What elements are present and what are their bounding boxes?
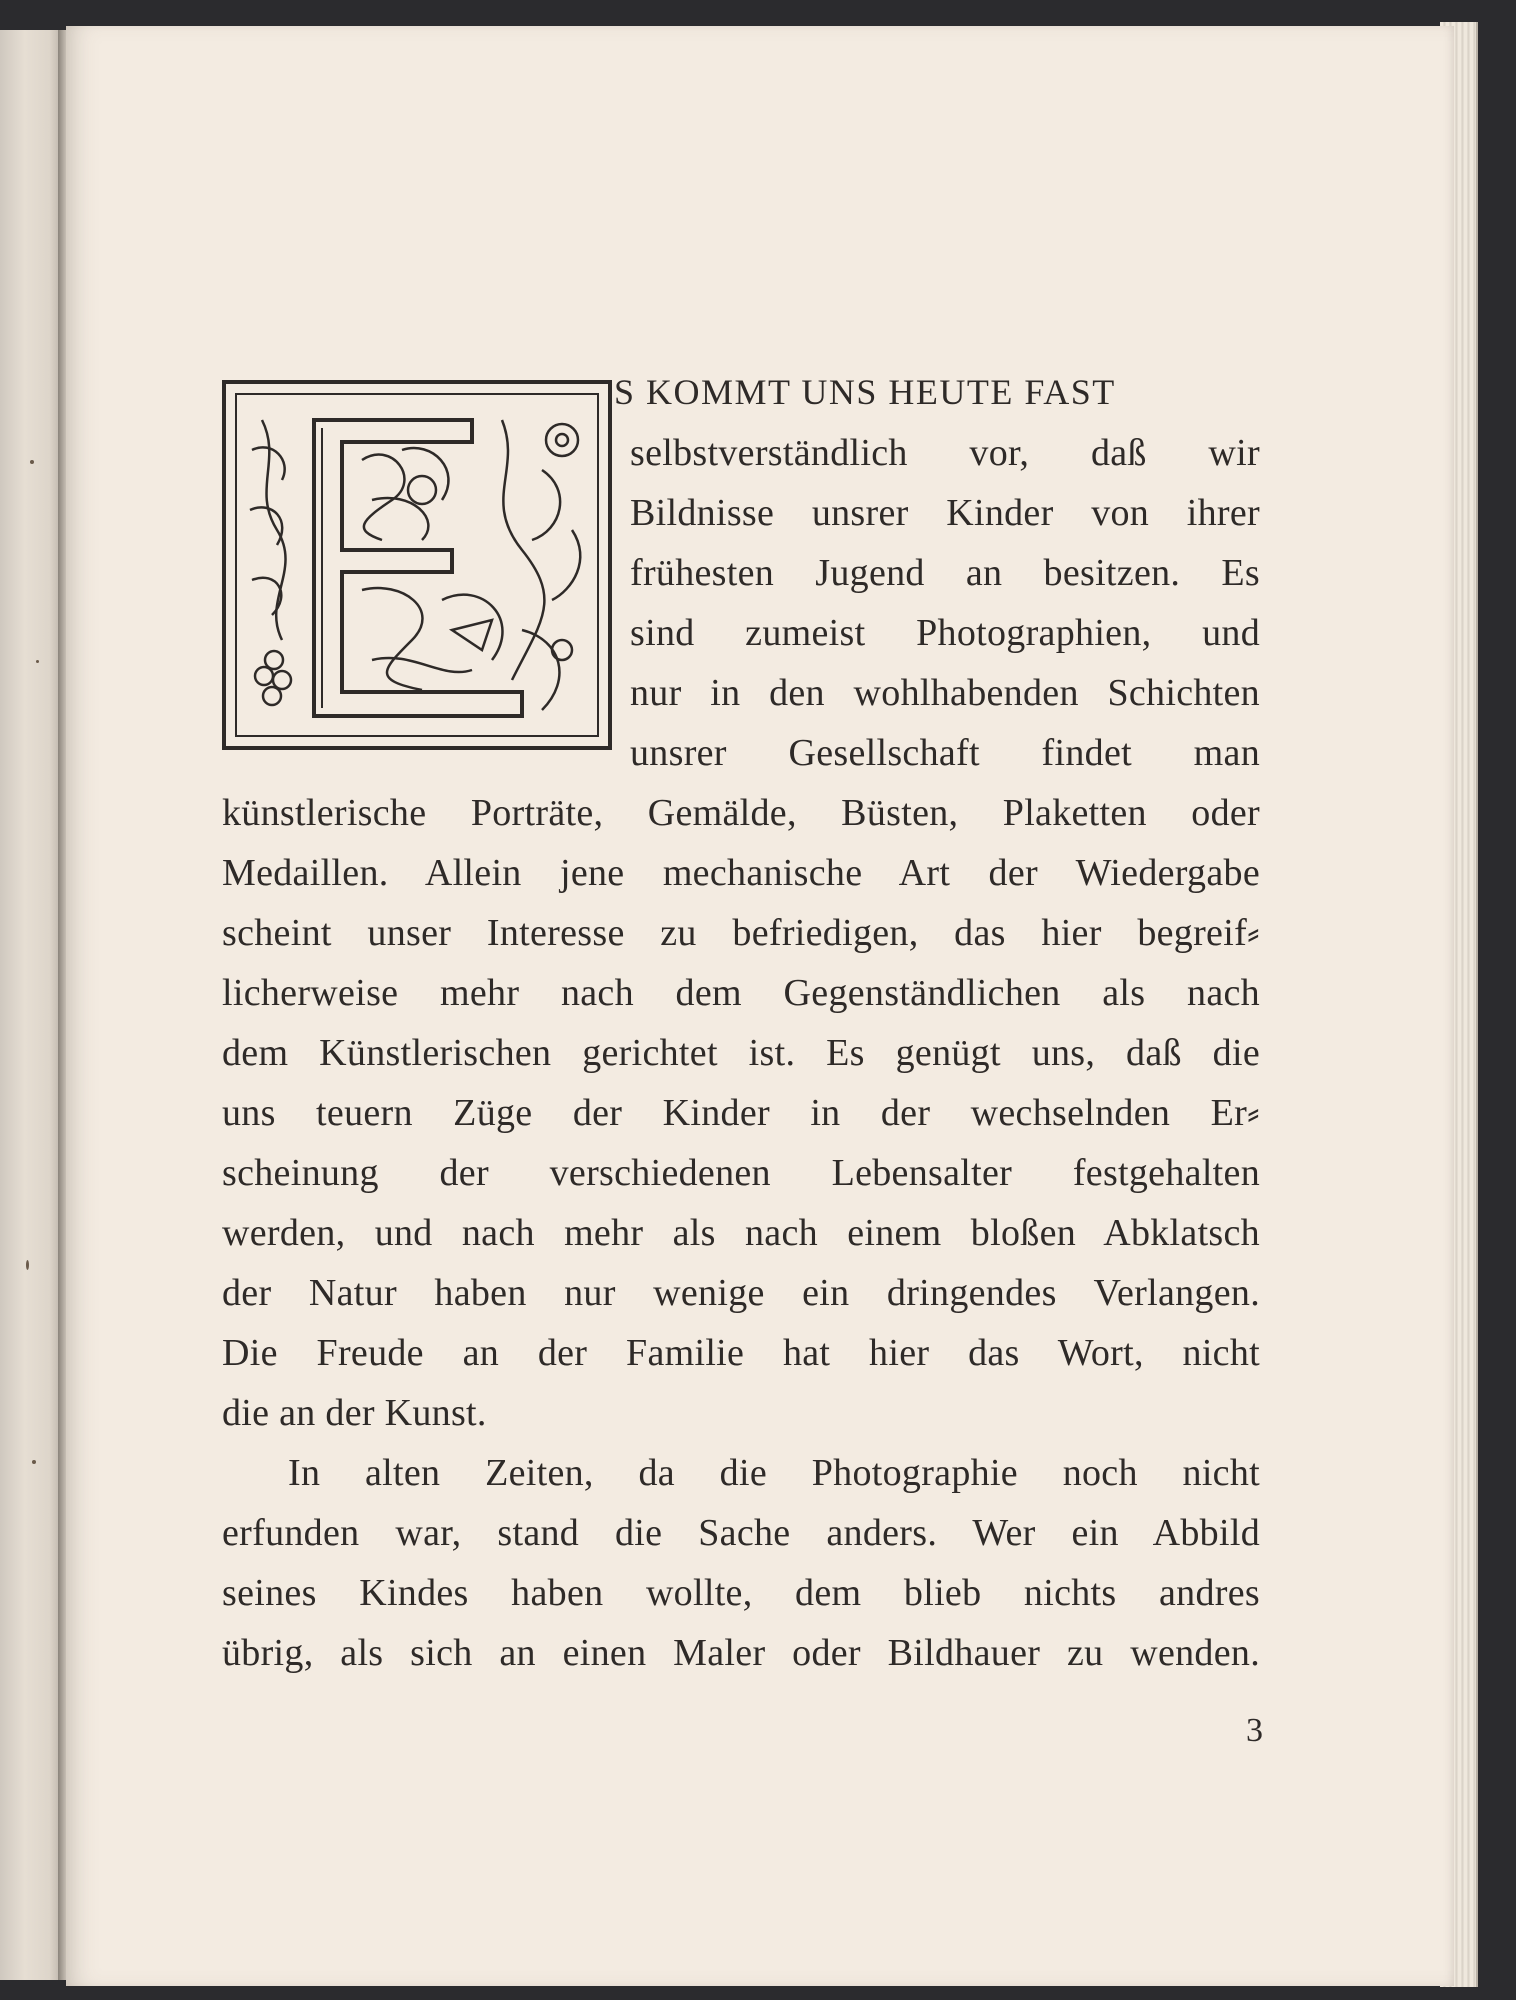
text-line: scheint unser Interesse zu befriedigen, das hier begreif⸗: [222, 912, 1260, 954]
text-line: selbstverständlich vor, daß wir: [630, 432, 1260, 474]
left-page-edge: [0, 30, 62, 1980]
ornamental-initial-e-graphic: [222, 380, 614, 752]
text-line: nur in den wohlhabenden Schichten: [630, 672, 1260, 714]
paper-speck: [26, 1260, 29, 1270]
text-line: dem Künstlerischen gerichtet ist. Es genügt uns, daß die: [222, 1032, 1260, 1074]
text-line: Die Freude an der Familie hat hier das Wort, nicht: [222, 1332, 1260, 1374]
text-line: frühesten Jugend an besitzen. Es: [630, 552, 1260, 594]
text-line: uns teuern Züge der Kinder in der wechselnden Er⸗: [222, 1092, 1260, 1134]
text-line: sind zumeist Photographien, und: [630, 612, 1260, 654]
text-line: künstlerische Porträte, Gemälde, Büsten, Plaketten oder: [222, 792, 1260, 834]
text-line: In alten Zeiten, da die Photographie noch nicht: [288, 1452, 1260, 1494]
text-line: [614, 374, 1254, 410]
text-line: unsrer Gesellschaft findet man: [630, 732, 1260, 774]
page-number: 3: [1246, 1712, 1263, 1749]
text-line: scheinung der verschiedenen Lebensalter festgehalten: [222, 1152, 1260, 1194]
text-line: die an der Kunst.: [222, 1392, 487, 1434]
text-line: seines Kindes haben wollte, dem blieb nichts andres: [222, 1572, 1260, 1614]
text-line-content: S KOMMT UNS HEUTE FAST: [614, 372, 1116, 412]
text-line: übrig, als sich an einen Maler oder Bildhauer zu wenden.: [222, 1632, 1260, 1674]
paper-speck: [30, 460, 34, 464]
ornamental-initial-e: [222, 380, 614, 752]
text-line: erfunden war, stand die Sache anders. Wer ein Abbild: [222, 1512, 1260, 1554]
text-line: licherweise mehr nach dem Gegenständlichen als nach: [222, 972, 1260, 1014]
text-line: Medaillen. Allein jene mechanische Art der Wiedergabe: [222, 852, 1260, 894]
text-line: der Natur haben nur wenige ein dringendes Verlangen.: [222, 1272, 1260, 1314]
text-line: werden, und nach mehr als nach einem bloßen Abklatsch: [222, 1212, 1260, 1254]
paper-speck: [32, 1460, 36, 1464]
text-line: Bildnisse unsrer Kinder von ihrer: [630, 492, 1260, 534]
paper-speck: [36, 660, 39, 663]
